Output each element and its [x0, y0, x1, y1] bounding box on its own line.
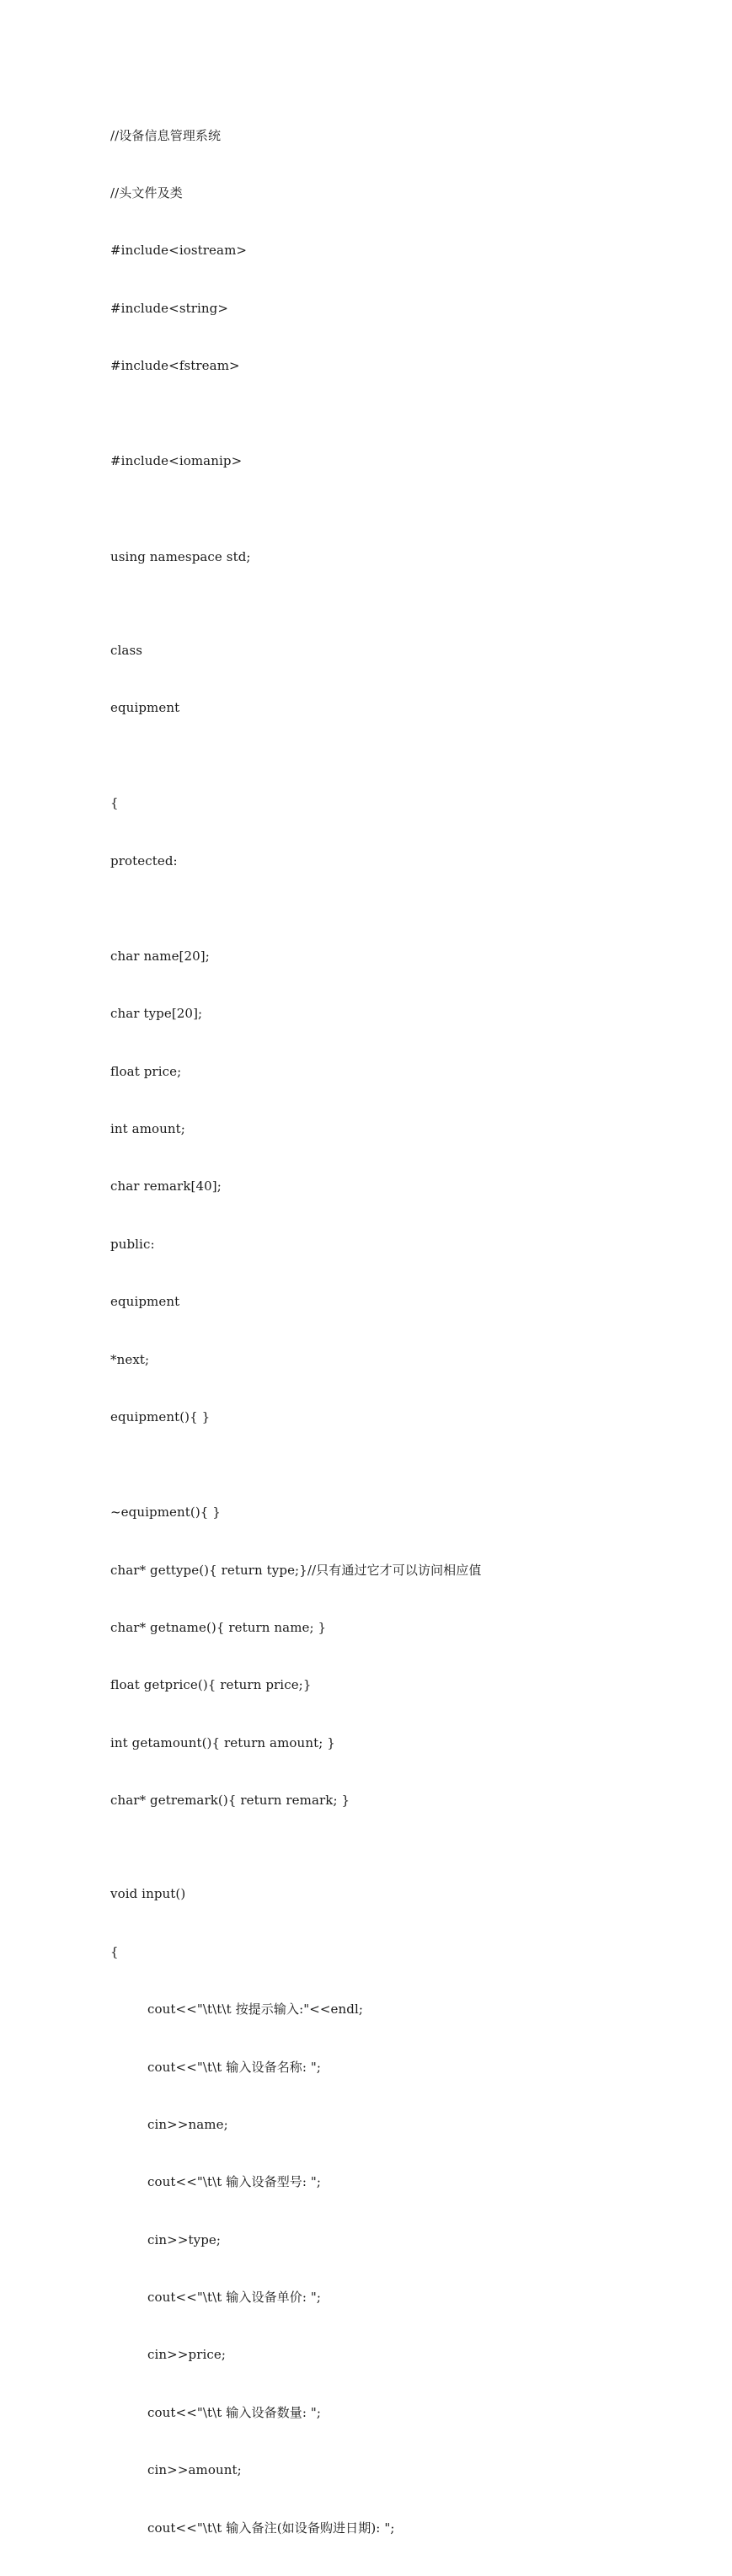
access-specifier-line: public:: [110, 1236, 155, 1252]
statement-line: cout<<"\t\t\t 按提示输入:"<<endl;: [147, 2001, 364, 2018]
member-line: char name[20];: [110, 948, 210, 964]
include-line: #include<string>: [110, 300, 229, 316]
method-line: float getprice(){ return price;}: [110, 1677, 312, 1693]
statement-line: cout<<"\t\t 输入备注(如设备购进日期): ";: [147, 2520, 395, 2536]
statement-line: cin>>price;: [147, 2347, 226, 2363]
method-signature-line: void input(): [110, 1886, 186, 1902]
statement-line: cin>>name;: [147, 2116, 228, 2132]
using-line: using namespace std;: [110, 548, 251, 564]
class-name-line: equipment: [110, 700, 180, 716]
method-line: char* gettype(){ return type;}//只有通过它才可以访问相应值: [110, 1562, 482, 1578]
class-keyword-line: class: [110, 642, 143, 658]
member-line: float price;: [110, 1063, 182, 1079]
comment-line: //设备信息管理系统: [110, 127, 222, 143]
member-line: *next;: [110, 1351, 150, 1367]
constructor-line: equipment(){ }: [110, 1409, 211, 1424]
statement-line: cout<<"\t\t 输入设备型号: ";: [147, 2174, 322, 2190]
include-line: #include<fstream>: [110, 358, 240, 374]
member-line: char type[20];: [110, 1006, 203, 1022]
destructor-line: ~equipment(){ }: [110, 1504, 221, 1520]
comment-line: //头文件及类: [110, 184, 183, 200]
include-line: #include<iomanip>: [110, 453, 243, 469]
member-line: equipment: [110, 1294, 180, 1310]
statement-line: cin>>amount;: [147, 2462, 242, 2478]
member-line: char remark[40];: [110, 1178, 222, 1194]
brace-line: {: [110, 1943, 119, 1959]
access-specifier-line: protected:: [110, 852, 178, 868]
statement-line: cin>>type;: [147, 2231, 222, 2247]
code-listing: [110, 88, 700, 2576]
method-line: char* getremark(){ return remark; }: [110, 1793, 350, 1809]
statement-line: cout<<"\t\t 输入设备名称: ";: [147, 2059, 322, 2075]
method-line: char* getname(){ return name; }: [110, 1619, 327, 1635]
include-line: #include<iostream>: [110, 243, 248, 259]
brace-line: {: [110, 795, 119, 811]
statement-line: cout<<"\t\t 输入设备数量: ";: [147, 2404, 322, 2420]
statement-line: cout<<"\t\t 输入设备单价: ";: [147, 2290, 322, 2306]
member-line: int amount;: [110, 1121, 185, 1137]
method-line: int getamount(){ return amount; }: [110, 1734, 335, 1750]
